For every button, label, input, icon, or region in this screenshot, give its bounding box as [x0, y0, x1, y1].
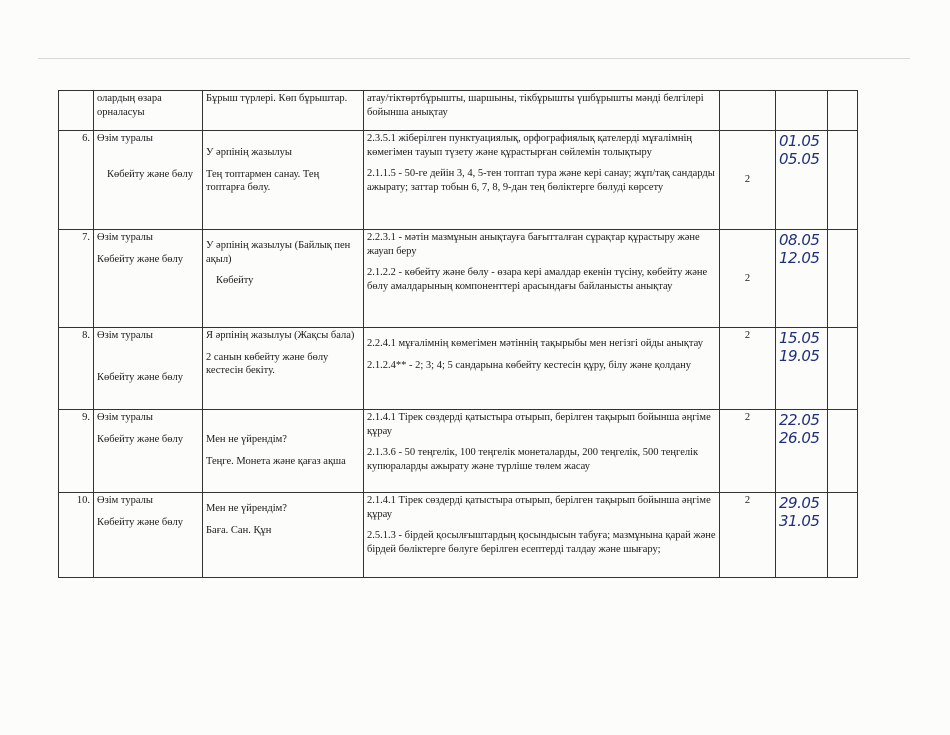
row-number: 9.: [59, 410, 94, 493]
section-line: олардың өзара: [97, 93, 162, 104]
objective-text: 2.1.4.1 Тірек сөздерді қатыстыра отырып, берілген тақырып бойынша әңгіме құрау: [367, 412, 711, 437]
date-start: 22.05: [779, 411, 820, 429]
row-number: 8.: [59, 328, 94, 410]
dates-cell: [776, 91, 828, 131]
topic-cell: [203, 328, 364, 410]
date-start: 01.05: [779, 132, 820, 150]
handwritten-dates: [776, 230, 828, 328]
topic-cell: [203, 493, 364, 578]
topic-line: Я әрпінің жазылуы (Жақсы бала): [206, 330, 355, 341]
date-end: 12.05: [779, 249, 820, 267]
table-row: [59, 410, 858, 493]
section-line: Өзім туралы: [97, 412, 153, 423]
date-start: 08.05: [779, 231, 820, 249]
topic-line: Бұрыш түрлері. Көп бұрыштар.: [206, 93, 348, 104]
date-end: 19.05: [779, 347, 820, 365]
topic-cell: [203, 91, 364, 131]
objectives-cell: [364, 410, 720, 493]
section-cell: [94, 493, 203, 578]
objectives-cell: [364, 230, 720, 328]
section-line: Өзім туралы: [97, 232, 153, 243]
topic-line: У әрпінің жазылуы: [206, 147, 292, 158]
hours-cell: [720, 91, 776, 131]
section-cell: [94, 410, 203, 493]
section-cell: [94, 328, 203, 410]
notes-cell: [828, 410, 858, 493]
notes-cell: [828, 230, 858, 328]
handwritten-dates: [776, 493, 828, 578]
hours-cell: 2: [720, 410, 776, 493]
objectives-cell: [364, 131, 720, 230]
section-line: Өзім туралы: [97, 495, 153, 506]
date-end: 05.05: [779, 150, 820, 168]
table-row: [59, 91, 858, 131]
topic-line: У әрпінің жазылуы (Байлық пен ақыл): [206, 240, 351, 265]
section-line: орналасуы: [97, 106, 145, 118]
section-line: Өзім туралы: [97, 133, 153, 144]
table-row: [59, 493, 858, 578]
notes-cell: [828, 328, 858, 410]
hours-cell: 2: [720, 493, 776, 578]
objective-text: 2.3.5.1 жіберілген пунктуациялық, орфографиялық қателерді мұғалімнің көмегімен тауып түзету және құрастырған сөйлемін толықтыру: [367, 133, 692, 158]
handwritten-dates: [776, 410, 828, 493]
row-number: [59, 91, 94, 131]
objectives-cell: [364, 493, 720, 578]
notes-cell: [828, 131, 858, 230]
date-end: 26.05: [779, 429, 820, 447]
objective-text: 2.2.3.1 - мәтін мазмұнын анықтауға бағытталған сұрақтар құрастыру және жауап беру: [367, 232, 700, 257]
objective-text: атау/тіктөртбұрышты, шаршыны, тікбұрышты үшбұрышты мәнді белгілері бойынша анықтау: [367, 93, 704, 118]
topic-line: Баға. Сан. Құн: [206, 524, 272, 536]
section-line: Көбейту және бөлу: [97, 516, 183, 528]
row-number: 6.: [59, 131, 94, 230]
topic-line: Теңге. Монета және қағаз ақша: [206, 455, 346, 467]
section-line: Көбейту және бөлу: [97, 253, 183, 265]
section-cell: [94, 91, 203, 131]
topic-line: Көбейту: [216, 275, 254, 287]
objective-text: 2.1.1.5 - 50-ге дейін 3, 4, 5-тен топтап тура және кері санау; жұп/тақ сандарды ажырату; заттар тобын 6, 7, 8, 9-дан тең бөліктерге бөлуді көрсету: [367, 168, 715, 193]
section-line: Көбейту және бөлу: [97, 371, 183, 383]
handwritten-dates: [776, 131, 828, 230]
topic-line: Мен не үйрендім?: [206, 503, 287, 514]
hours-cell: 2: [720, 328, 776, 410]
section-cell: [94, 230, 203, 328]
section-line: Көбейту және бөлу: [107, 168, 193, 180]
topic-line: 2 санын көбейту және бөлу кестесін бекіту.: [206, 351, 329, 377]
objective-text: 2.2.4.1 мұғалімнің көмегімен мәтіннің тақырыбы мен негізгі ойды анықтау: [367, 338, 704, 349]
handwritten-dates: [776, 328, 828, 410]
topic-cell: [203, 131, 364, 230]
table-row: [59, 230, 858, 328]
objective-text: 2.5.1.3 - бірдей қосылғыштардың қосындысын табуға; мазмұнына қарай және бірдей бөліктерге бөлуге берілген есептерді талдау және шығару;: [367, 530, 716, 555]
table-row: [59, 328, 858, 410]
scan-edge: [38, 58, 910, 59]
table-row: [59, 131, 858, 230]
objective-text: 2.1.3.6 - 50 теңгелік, 100 теңгелік монеталарды, 200 теңгелік, 500 теңгелік купюраларды ажырату және түрліше төлем жасау: [367, 447, 699, 472]
date-start: 15.05: [779, 329, 820, 347]
objective-text: 2.1.2.2 - көбейту және бөлу - өзара кері амалдар екенін түсіну, көбейту және бөлу амалдарының компоненттері арасындағы байланысты анықтау: [367, 267, 708, 292]
section-line: Көбейту және бөлу: [97, 433, 183, 445]
topic-line: Мен не үйрендім?: [206, 434, 287, 445]
lesson-plan-table: [58, 90, 858, 578]
row-number: 10.: [59, 493, 94, 578]
objectives-cell: [364, 328, 720, 410]
notes-cell: [828, 493, 858, 578]
hours-cell: 2: [720, 230, 776, 328]
topic-line: Тең топтармен санау. Тең топтарға бөлу.: [206, 168, 320, 194]
notes-cell: [828, 91, 858, 131]
objective-text: 2.1.2.4** - 2; 3; 4; 5 сандарына көбейту кестесін құру, білу және қолдану: [367, 359, 691, 371]
topic-cell: [203, 410, 364, 493]
section-cell: [94, 131, 203, 230]
section-line: Өзім туралы: [97, 330, 153, 341]
objectives-cell: [364, 91, 720, 131]
date-start: 29.05: [779, 494, 820, 512]
topic-cell: [203, 230, 364, 328]
date-end: 31.05: [779, 512, 820, 530]
objective-text: 2.1.4.1 Тірек сөздерді қатыстыра отырып, берілген тақырып бойынша әңгіме құрау: [367, 495, 711, 520]
hours-cell: 2: [720, 131, 776, 230]
row-number: 7.: [59, 230, 94, 328]
